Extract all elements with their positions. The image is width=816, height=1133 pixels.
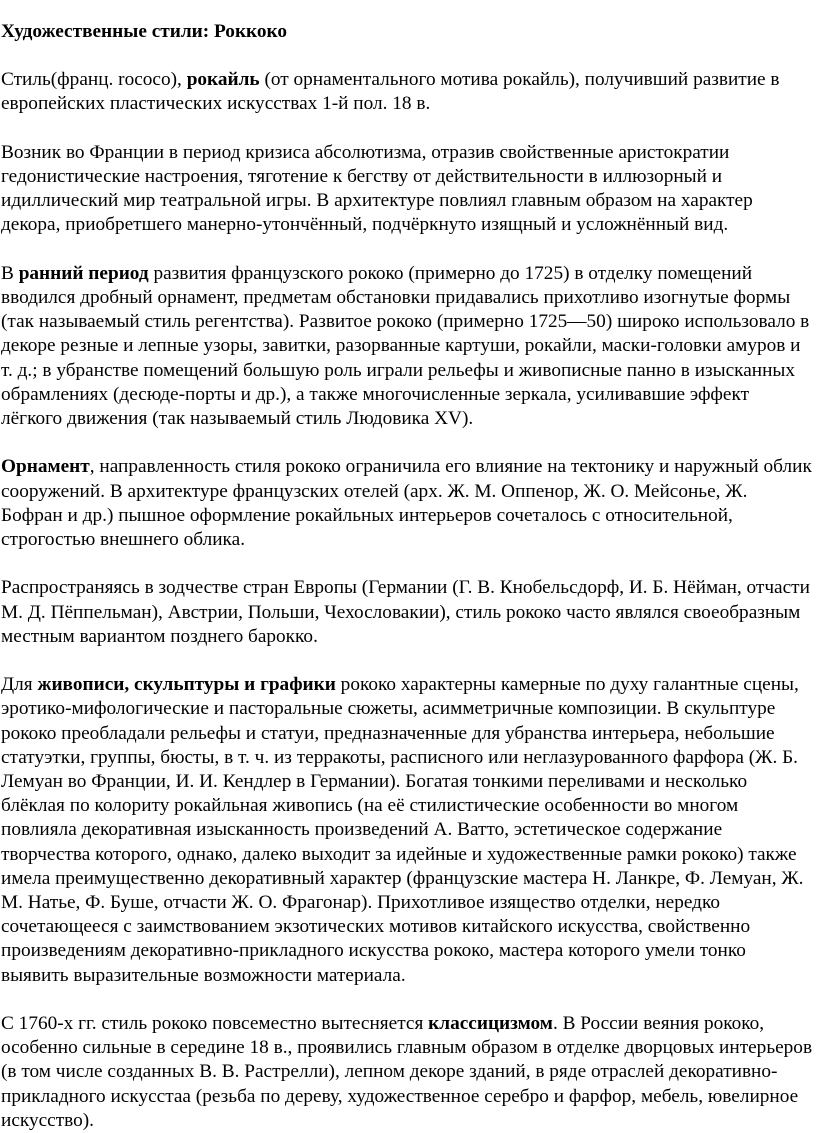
bold-term: классицизмом	[428, 1013, 553, 1035]
paragraph-classicism	[1, 1012, 813, 1133]
text-run: . В России веяния рококо, особенно сильные в середине 18 в., проявились главным образом в отделке дворцовых интерьеров (в том числе созданных В. В. Растрелли), лепном декоре зданий, в ряде отраслей декоративно-прикладного искусстаа (резьба по дереву, художественное серебро и фарфор, мебель, ювелирное искусство).	[1, 1013, 813, 1131]
paragraph-painting-sculpture	[1, 673, 813, 988]
bold-term: Орнамент	[1, 456, 90, 478]
paragraph-europe	[1, 576, 813, 649]
text-run: (от орнаментального мотива рокайль), получивший развитие в европейских пластических искусствах 1-й пол. 18 в.	[1, 69, 780, 115]
bold-term: ранний период	[18, 262, 149, 284]
text-run: Стиль(франц. rococo),	[1, 69, 187, 91]
document-page	[1, 20, 813, 1133]
text-run: рококо характерны камерные по духу галантные сцены, эротико-мифологические и пасторальные сюжеты, асимметричные композиции. В скульптуре рококо преобладали рельефы и статуи, предназначенные для убранства интерьера, небольшие статуэтки, группы, бюсты, в т. ч. из терракоты, расписного или неглазурованного фарфора (Ж. Б. Лемуан во Франции, И. И. Кендлер в Германии). Богатая тонкими переливами и несколько блёклая по колориту рокайльная живопись (на её стилистические особенности во многом повлияла декоративная изысканность произведений А. Ватто, эстетическое содержание творчества которого, однако, далеко выходит за идейные и художественные рамки рококо) также имела преимущественно декоративный характер (французские мастера Н. Ланкре, Ф. Лемуан, Ж. М. Натье, Ф. Буше, отчасти Ж. О. Фрагонар). Прихотливое изящество отделки, нередко сочетающееся с заимствованием экзотических мотивов китайского искусства, свойственно произведениям декоративно-прикладного искусства рококо, мастера которого умели тонко выявить выразительные возможности материала.	[1, 674, 804, 986]
text-run: В	[1, 262, 19, 284]
paragraph-definition	[1, 68, 813, 116]
paragraph-origin	[1, 141, 813, 238]
bold-term: рокайль	[186, 69, 260, 91]
text-run: Для	[1, 674, 38, 696]
text-run: С 1760-х гг. стиль рококо повсеместно вытесняется	[1, 1013, 429, 1035]
document-title: Художественные стили: Роккоко	[1, 21, 288, 42]
text-run: Распространяясь в зодчестве стран Европы (Германии (Г. В. Кнобельсдорф, И. Б. Нёйман, отчасти М. Д. Пёппельман), Австрии, Польши, Чехословакии), стиль рококо часто являлся своеобразным местным вариантом позднего барокко.	[1, 577, 810, 647]
text-run: развития французского рококо (примерно до 1725) в отделку помещений вводился дробный орнамент, предметам обстановки придавались прихотливо изогнутые формы (так называемый стиль регентства). Развитое рококо (примерно 1725—50) широко использовало в декоре резные и лепные узоры, завитки, разорванные картуши, рокайли, маски-головки амуров и т. д.; в убранстве помещений большую роль играли рельефы и живописные панно в изысканных обрамлениях (десюде-порты и др.), а также многочисленные зеркала, усиливавшие эффект лёгкого движения (так называемый стиль Людовика XV).	[1, 262, 810, 430]
paragraph-ornament	[1, 455, 813, 552]
text-run: , направленность стиля рококо ограничила его влияние на тектонику и наружный облик сооружений. В архитектуре французских отелей (арх. Ж. М. Оппенор, Ж. О. Мейсонье, Ж. Бофран и др.) пышное оформление рокайльных интерьеров сочеталось с относительной, строгостью внешнего облика.	[1, 456, 812, 551]
paragraph-early-period	[1, 262, 813, 431]
text-run: Возник во Франции в период кризиса абсолютизма, отразив свойственные аристократии гедонистические настроения, тяготение к бегству от действительности в иллюзорный и идиллический мир театральной игры. В архитектуре повлиял главным образом на характер декора, приобретшего манерно-утончённый, подчёркнуто изящный и усложнённый вид.	[1, 141, 753, 236]
bold-term: живописи, скульптуры и графики	[37, 674, 336, 696]
